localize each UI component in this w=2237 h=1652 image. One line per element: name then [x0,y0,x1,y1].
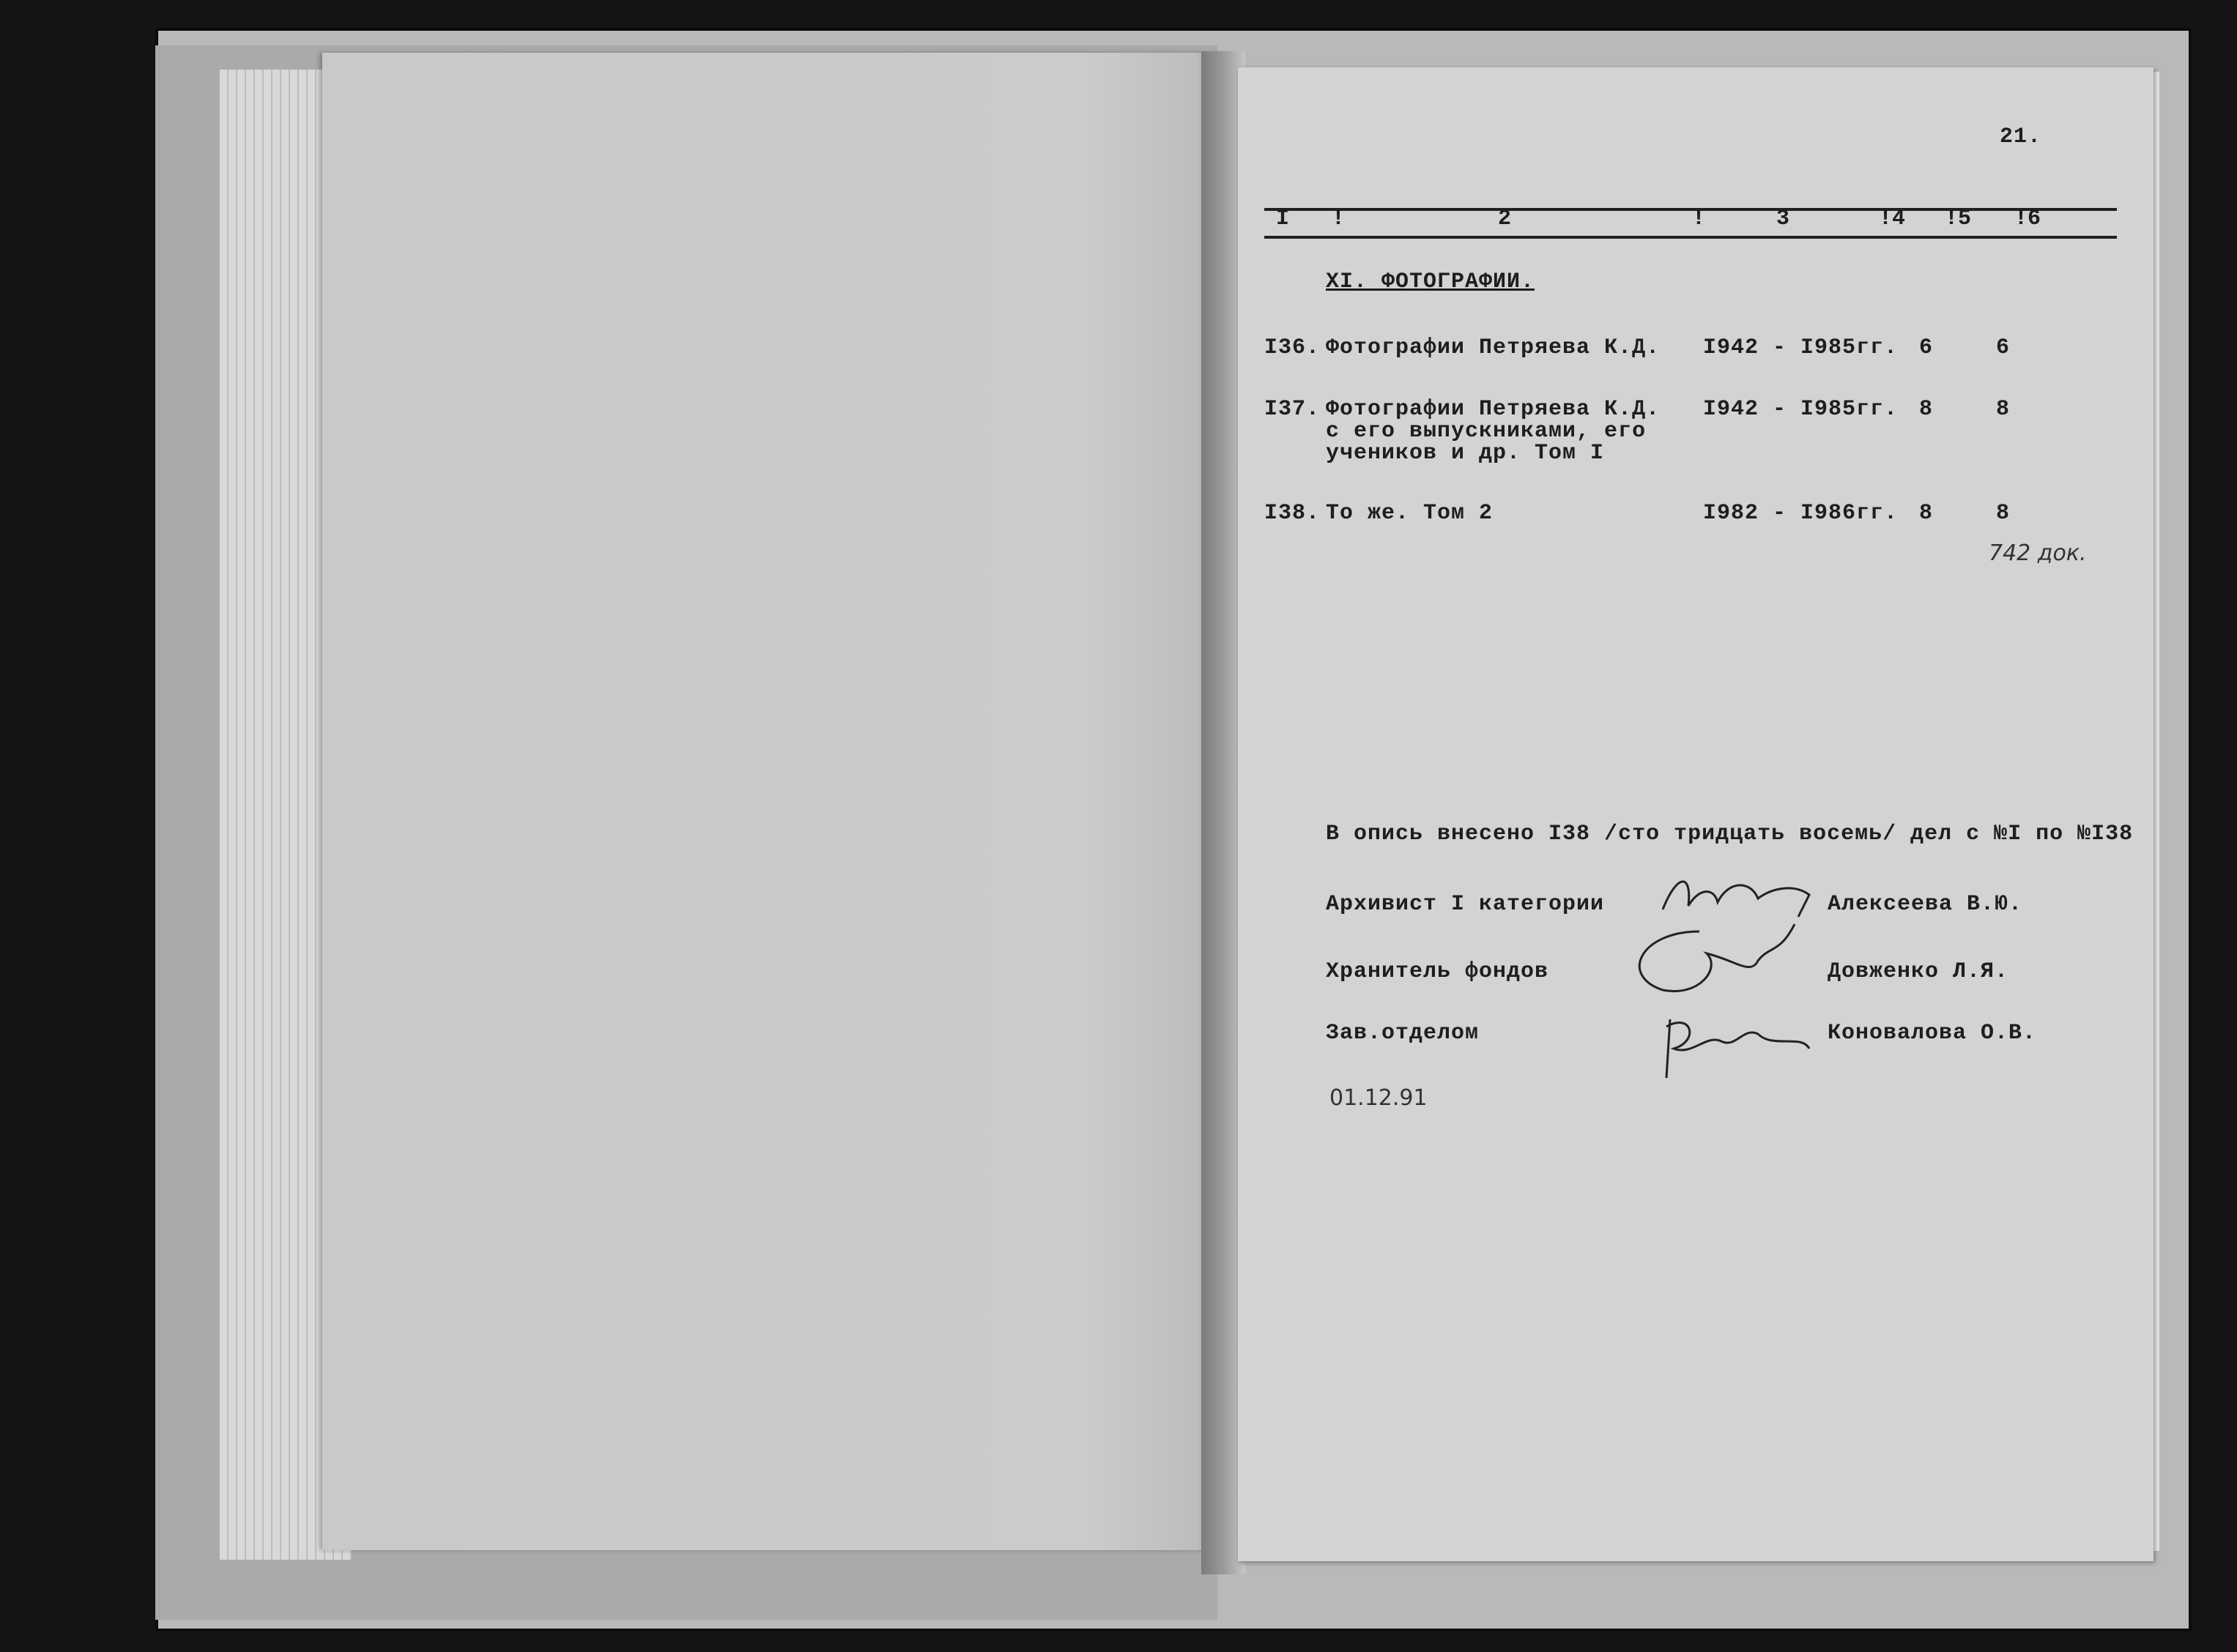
entry-col4: 6 [1919,335,1934,360]
signatory-role: Хранитель фондов [1326,959,1549,984]
entry-number: I36. [1264,335,1321,360]
entry-dates: I982 - I986гг. [1703,501,1899,526]
entry-col4: 8 [1919,397,1934,422]
entry-dates: I942 - I985гг. [1703,335,1899,360]
entry-title-line: с его выпускниками, его [1326,419,1647,444]
col-separator: ! [1692,206,1706,231]
col-header-4: !4 [1879,206,1906,231]
entry-title: То же. Том 2 [1326,501,1494,526]
col-header-2: 2 [1498,206,1512,231]
page-number: 21. [2000,124,2042,149]
entry-col5: 6 [1996,335,2011,360]
signatory-role: Зав.отделом [1326,1021,1480,1046]
header-rule-bottom [1264,236,2117,239]
entry-col5: 8 [1996,501,2011,526]
entry-title-line: учеников и др. Том I [1326,441,1605,466]
col-header-1: I [1276,206,1290,231]
entry-col4: 8 [1919,501,1934,526]
entry-col5: 8 [1996,397,2011,422]
signatory-name: Коновалова О.В. [1828,1021,2037,1046]
handwritten-date: 01.12.91 [1329,1085,1428,1111]
entry-dates: I942 - I985гг. [1703,397,1899,422]
col-header-6: !6 [2014,206,2041,231]
col-header-3: 3 [1776,206,1790,231]
section-title: XI. ФОТОГРАФИИ. [1326,269,1535,294]
summary-line: В опись внесено I38 /сто тридцать восемь/ дел с №I по №I38 [1326,822,2134,847]
entry-title: Фотографии Петряева К.Д. [1326,335,1661,360]
right-page [1238,67,2153,1561]
handwritten-total: 742 док. [1989,540,2087,566]
entry-title-line: Фотографии Петряева К.Д. [1326,397,1661,422]
signature-3 [1648,1005,1817,1085]
col-separator: ! [1332,206,1346,231]
entry-number: I38. [1264,501,1321,526]
header-rule-top [1264,208,2117,211]
entry-number: I37. [1264,397,1321,422]
signature-2 [1611,917,1809,1005]
signatory-role: Архивист I категории [1326,892,1605,917]
col-header-5: !5 [1945,206,1972,231]
left-page-blank [322,53,1223,1550]
signatory-name: Алексеева В.Ю. [1828,892,2023,917]
signatory-name: Довженко Л.Я. [1828,959,2009,984]
